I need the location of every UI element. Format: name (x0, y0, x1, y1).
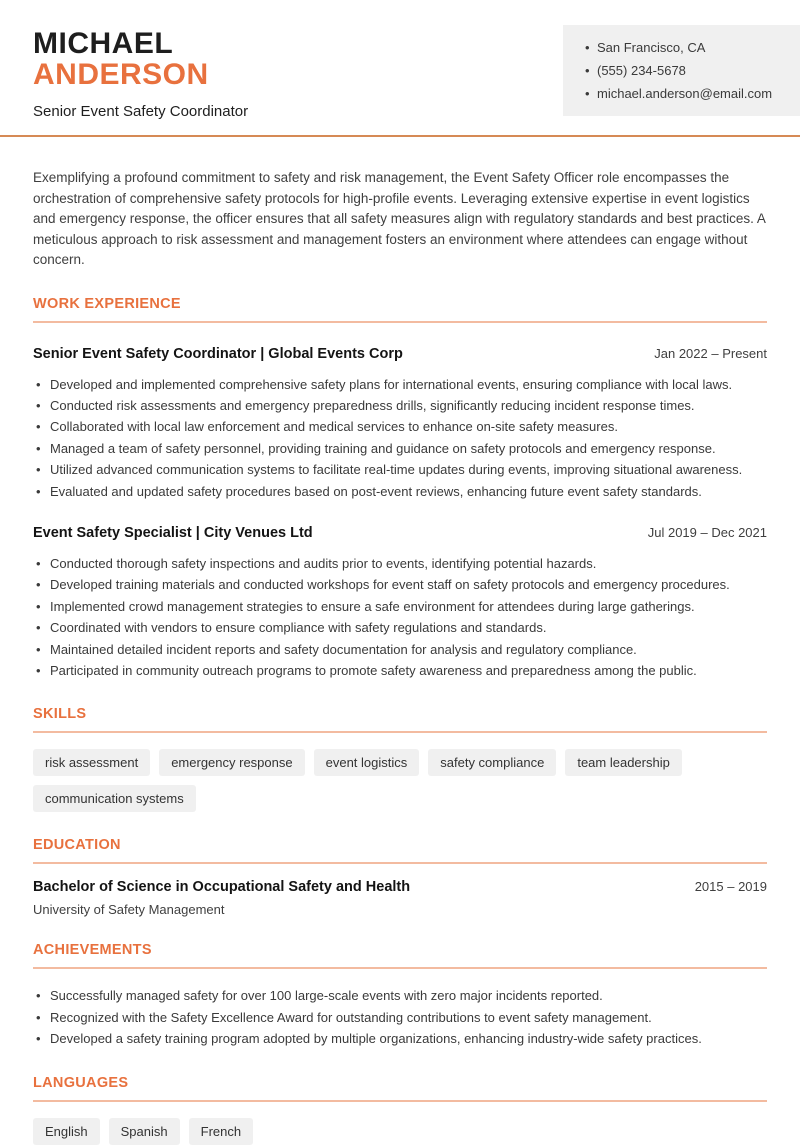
language-tag: English (33, 1118, 100, 1145)
language-tag: French (189, 1118, 253, 1145)
section-divider (33, 1100, 767, 1102)
section-title-achievements: ACHIEVEMENTS (33, 942, 152, 959)
contact-item: • (555) 234-5678 (585, 59, 786, 82)
language-tag: Spanish (109, 1118, 180, 1145)
headline-job-title: Senior Event Safety Coordinator (33, 103, 249, 120)
section-skills (33, 706, 767, 812)
achievement-list (33, 985, 767, 1049)
job-bullet: • Managed a team of safety personnel, providing training and guidance on safety protocols and emergency response. (33, 438, 767, 459)
contact-item: • michael.anderson@email.com (585, 82, 786, 105)
section-title-languages: LANGUAGES (33, 1074, 129, 1091)
job-bullet: • Maintained detailed incident reports and safety documentation for analysis and regulatory compliance. (33, 639, 767, 660)
job-entry (33, 346, 767, 502)
job-bullet-list (33, 374, 767, 502)
job-bullet: • Conducted thorough safety inspections and audits prior to events, identifying potential hazards. (33, 553, 767, 574)
degree-title: Bachelor of Science in Occupational Safety and Health (33, 879, 411, 896)
section-education (33, 837, 767, 917)
job-dates: Jan 2022 – Present (654, 345, 767, 361)
job-bullet: • Evaluated and updated safety procedures based on post-event reviews, enhancing future event safety standards. (33, 481, 767, 502)
job-bullet: • Developed training materials and conducted workshops for event staff on safety protocols and emergency procedures. (33, 574, 767, 595)
contact-item: • San Francisco, CA (585, 36, 786, 59)
contact-list (585, 36, 786, 105)
last-name: ANDERSON (33, 58, 209, 91)
section-achievements (33, 942, 767, 1049)
job-header (33, 525, 767, 541)
job-bullet-list (33, 553, 767, 681)
skill-tag-list (33, 749, 767, 812)
skill-tag: team leadership (565, 749, 682, 776)
first-name: MICHAEL (33, 27, 174, 60)
education-dates: 2015 – 2019 (694, 879, 767, 895)
job-entry (33, 525, 767, 681)
contact-box (563, 25, 800, 116)
skill-tag: communication systems (33, 785, 196, 812)
header-divider (0, 135, 800, 137)
language-tag-list (33, 1118, 767, 1145)
section-divider (33, 321, 767, 323)
job-title-company: Event Safety Specialist | City Venues Ltd (33, 524, 313, 541)
job-bullet: • Implemented crowd management strategies to ensure a safe environment for attendees during large gatherings. (33, 596, 767, 617)
skill-tag: safety compliance (428, 749, 556, 776)
job-bullet: • Conducted risk assessments and emergency preparedness drills, significantly reducing incident response times. (33, 395, 767, 416)
achievement-bullet: • Successfully managed safety for over 100 large-scale events with zero major incidents reported. (33, 985, 767, 1006)
section-divider (33, 967, 767, 969)
skill-tag: risk assessment (33, 749, 150, 776)
job-title-company: Senior Event Safety Coordinator | Global Events Corp (33, 345, 403, 362)
job-bullet: • Developed and implemented comprehensive safety plans for international events, ensuring compliance with local laws. (33, 374, 767, 395)
skill-tag: event logistics (314, 749, 420, 776)
section-divider (33, 731, 767, 733)
section-title-education: EDUCATION (33, 837, 121, 854)
section-title-skills: SKILLS (33, 706, 87, 723)
job-header (33, 346, 767, 362)
job-bullet: • Collaborated with local law enforcement and medical services to enhance on-site safety measures. (33, 416, 767, 437)
achievement-bullet: • Recognized with the Safety Excellence Award for outstanding contributions to event safety management. (33, 1007, 767, 1028)
job-dates: Jul 2019 – Dec 2021 (647, 524, 767, 540)
section-divider (33, 862, 767, 864)
job-bullet: • Coordinated with vendors to ensure compliance with safety regulations and standards. (33, 617, 767, 638)
section-title-work: WORK EXPERIENCE (33, 295, 181, 312)
section-languages (33, 1075, 767, 1145)
summary-paragraph: Exemplifying a profound commitment to safety and risk management, the Event Safety Officer role encompasses the orchestration of comprehensive safety protocols for high-profile events. Leveraging extensive expertise in event logistics and emergency response, the officer ensures that all safety measures align with regulatory standards and best practices. A meticulous approach to risk assessment and management fosters an environment where attendees can engage without concern. (33, 170, 766, 267)
resume-header (0, 0, 800, 120)
resume-body (0, 168, 800, 1145)
section-work-experience (33, 296, 767, 682)
school-name: University of Safety Management (33, 902, 225, 918)
job-bullet: • Utilized advanced communication systems to facilitate real-time updates during events, improving situational awareness. (33, 459, 767, 480)
achievement-bullet: • Developed a safety training program adopted by multiple organizations, enhancing industry-wide safety practices. (33, 1028, 767, 1049)
job-bullet: • Participated in community outreach programs to promote safety awareness and preparedness among the public. (33, 660, 767, 681)
education-entry (33, 879, 767, 895)
skill-tag: emergency response (159, 749, 304, 776)
